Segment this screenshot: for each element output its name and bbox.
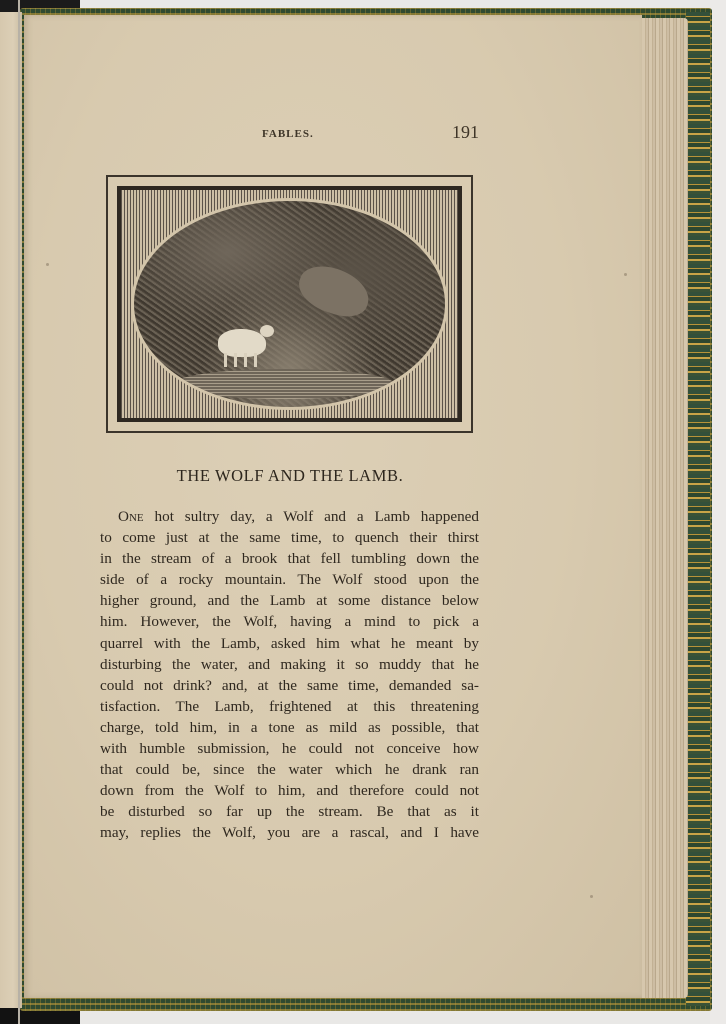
text-line: quarrel with the Lamb, asked him what he meant by [100, 634, 479, 652]
stream [174, 369, 394, 399]
text-line: tisfaction. The Lamb, frightened at this threatening [100, 697, 479, 715]
running-head [0, 122, 726, 142]
running-head-title: FABLES. [262, 128, 314, 140]
story-title-text: THE WOLF AND THE LAMB. [176, 466, 404, 485]
engraving-frame [117, 186, 462, 422]
foxing-spot [590, 895, 593, 898]
text-line: him. However, the Wolf, having a mind to pick a [100, 613, 479, 631]
text-line: may, replies the Wolf, you are a rascal, and I have [100, 824, 479, 842]
engraving-illustration [106, 175, 473, 433]
text-line: side of a rocky mountain. The Wolf stood upon the [100, 571, 479, 589]
engraving-vignette [131, 198, 448, 410]
text-line: down from the Wolf to him, and therefore could not [100, 782, 479, 800]
text-line: to come just at the same time, to quench their thirst [100, 529, 479, 547]
text-line-content: hot sultry day, a Wolf and a Lamb happened [143, 508, 479, 525]
text-line: that could be, since the water which he drank ran [100, 761, 479, 779]
text-line: charge, told him, in a tone as mild as possible, that [100, 718, 479, 736]
gilt-cover-border [686, 12, 710, 1006]
text-line [100, 506, 479, 527]
wolf-figure [293, 259, 375, 323]
opening-word: One [118, 508, 144, 525]
text-line: with humble submission, he could not conceive how [100, 740, 479, 758]
text-line: disturbing the water, and making it so muddy that he [100, 655, 479, 673]
story-title [0, 466, 580, 486]
text-line: could not drink? and, at the same time, demanded sa- [100, 676, 479, 694]
lamb-legs [224, 353, 258, 367]
text-line: higher ground, and the Lamb at some distance below [100, 592, 479, 610]
backdrop-right [710, 0, 726, 1024]
text-line: in the stream of a brook that fell tumbling down the [100, 550, 479, 568]
gutter-line [18, 0, 20, 1024]
foxing-spot [46, 263, 49, 266]
page-number: 191 [452, 122, 479, 142]
text-line: be disturbed so far up the stream. Be that as it [100, 803, 479, 821]
lamb-head [260, 325, 274, 337]
foxing-spot [624, 273, 627, 276]
story-body [100, 506, 479, 844]
